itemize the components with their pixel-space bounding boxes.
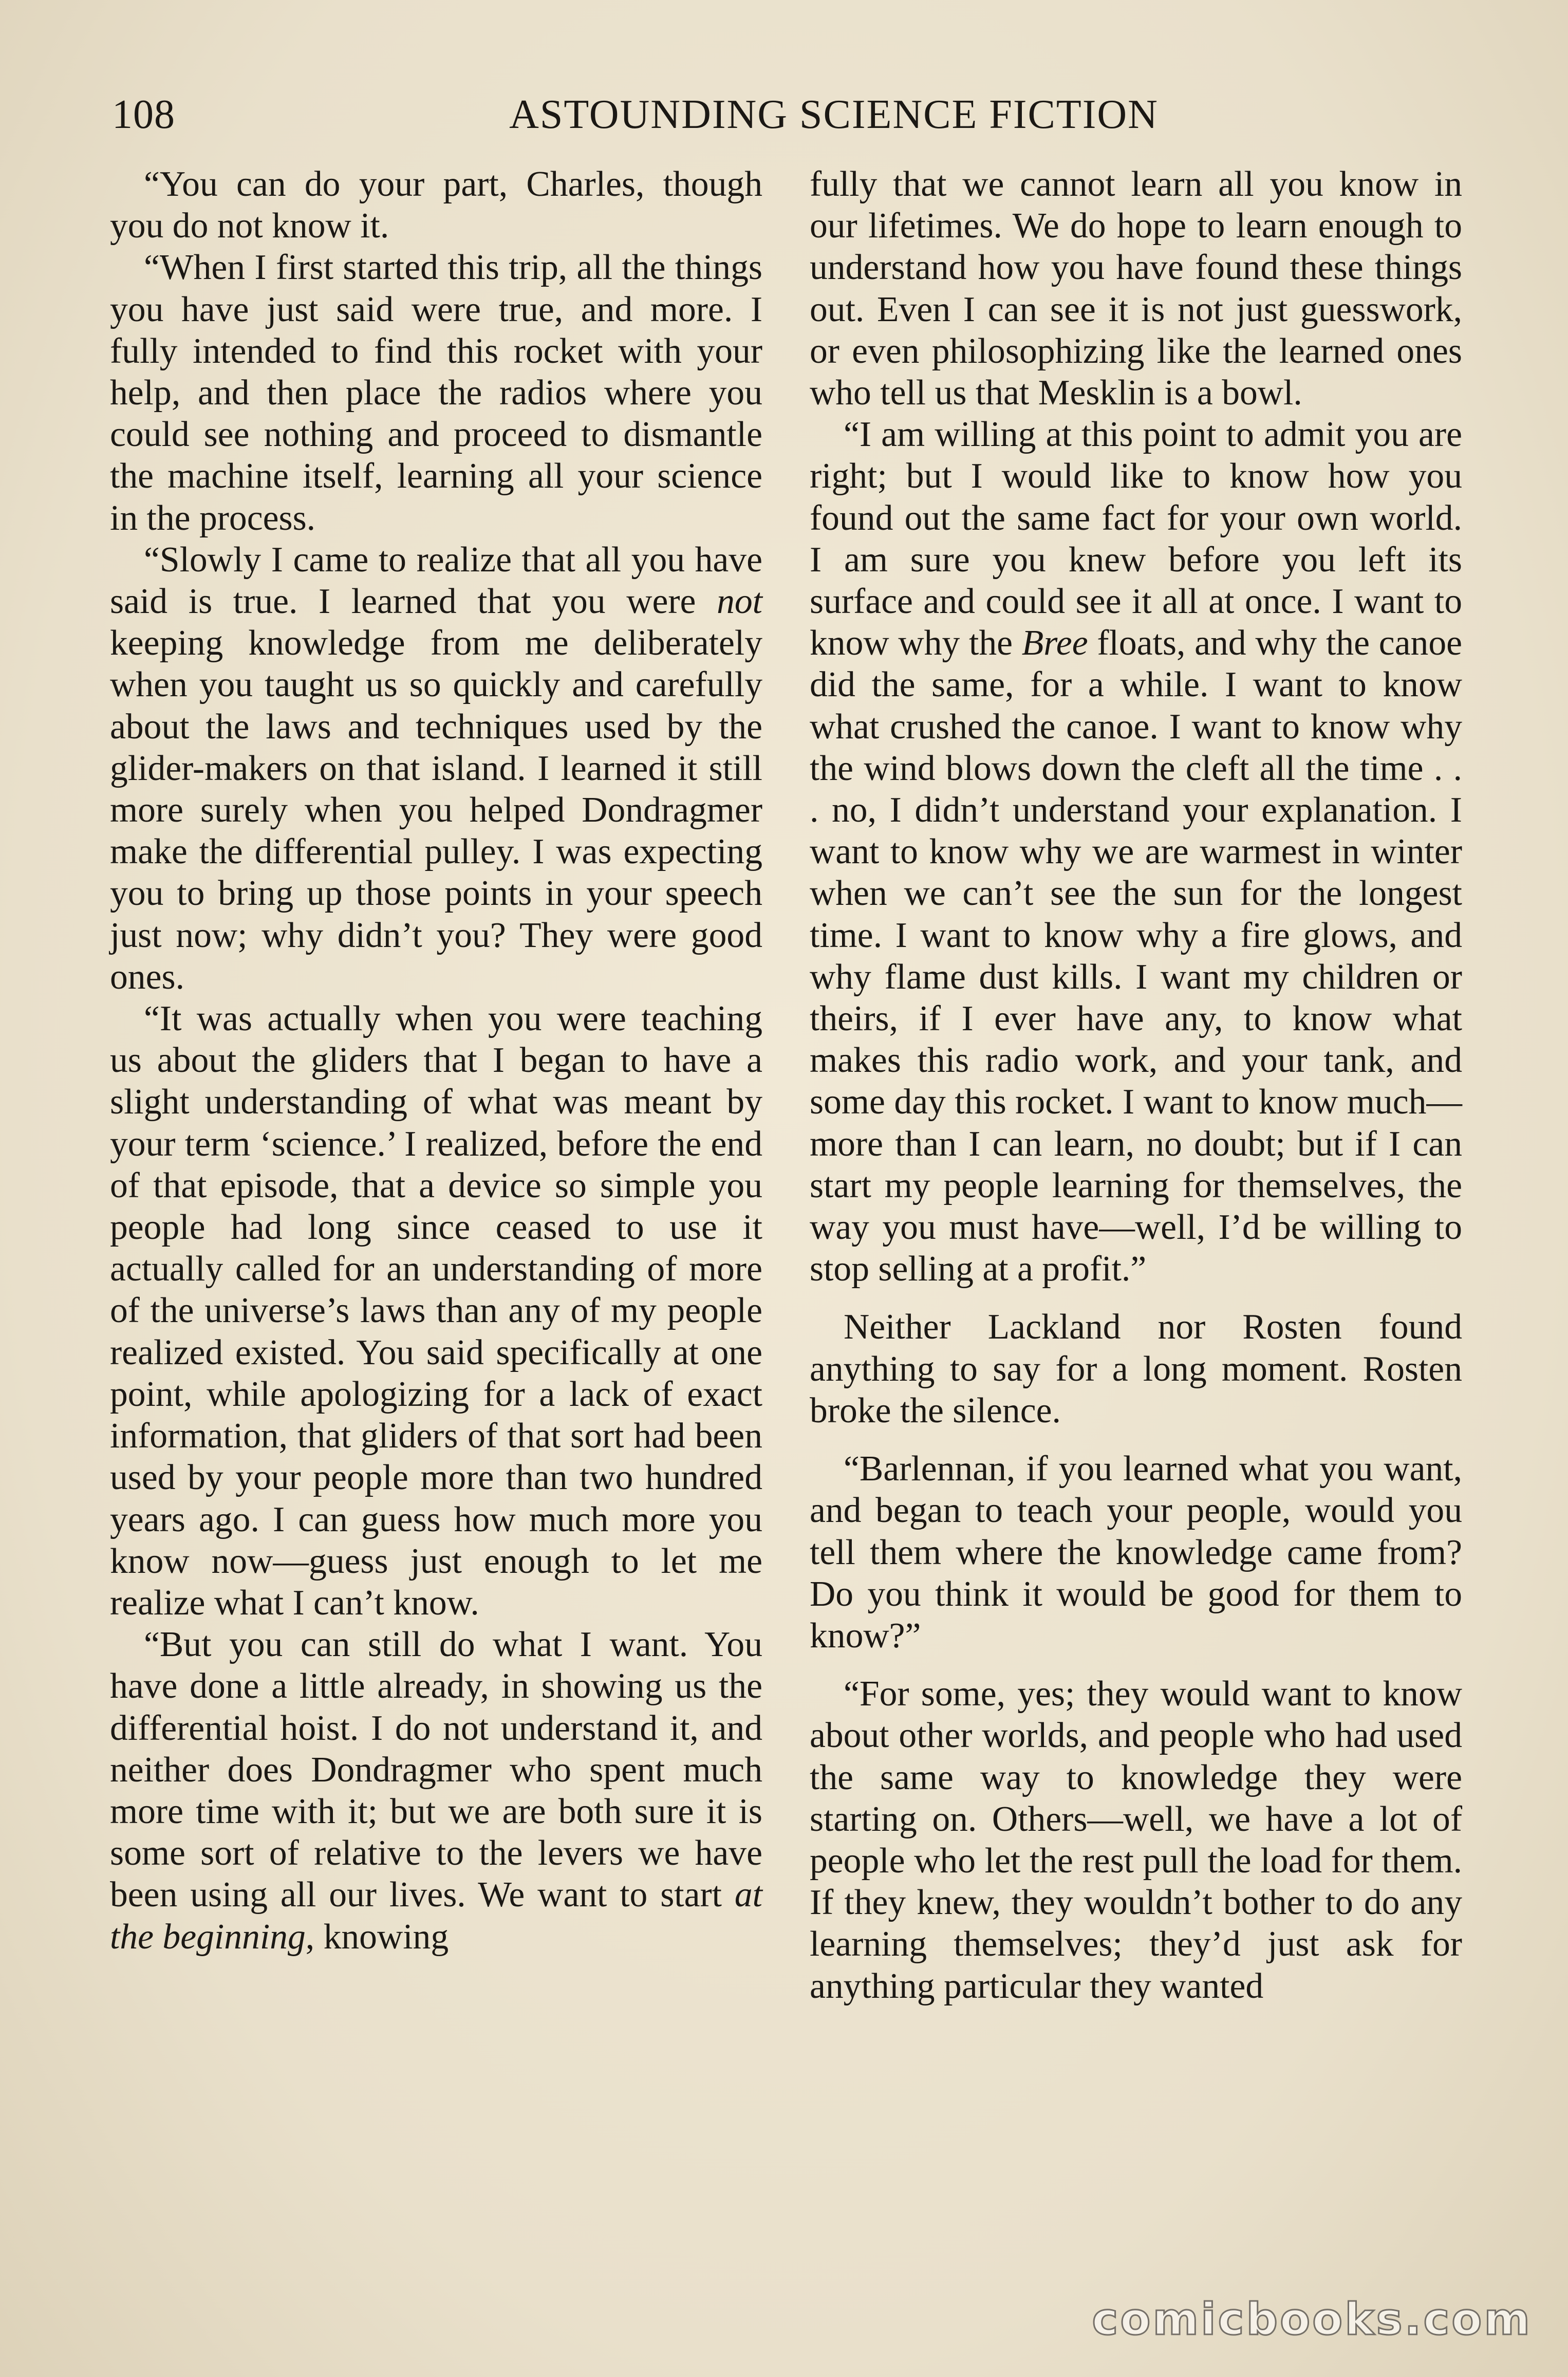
text-run: “Barlennan, if you learned what you want, and began to teach your people, would you tell them where the knowledge came from? Do you think it would be good for them to know?” xyxy=(810,1449,1462,1656)
paragraph xyxy=(810,163,1462,414)
running-title: ASTOUNDING SCIENCE FICTION xyxy=(509,92,1159,137)
text-run: keeping knowledge from me deliberately when you taught us so quickly and carefully about the laws and techniques used by the glider-makers on that island. I learned it still more surely when you helped Dondragmer make the differential pulley. I was expecting you to bring up those points in your speech just now; why didn’t you? They were good ones. xyxy=(110,623,762,997)
paragraph xyxy=(110,998,762,1624)
right-text-column xyxy=(810,163,1462,2007)
paragraph xyxy=(110,163,762,247)
italic-text: Bree xyxy=(1021,623,1088,663)
text-run: Neither Lackland nor Rosten found anything to say for a long moment. Rosten broke the silence. xyxy=(810,1307,1462,1431)
text-run: “It was actually when you were teaching us about the gliders that I began to have a slight understanding of what was meant by your term ‘science.’ I realized, before the end of that episode, that a device so simple you people had long since ceased to use it actually called for an understanding of more of the universe’s laws than any of my people realized existed. You said specifically at one point, while apologizing for a lack of exact information, that gliders of that sort had been used by your people more than two hundred years ago. I can guess how much more you know now—guess just enough to let me realize what I can’t know. xyxy=(110,999,762,1623)
text-run: , knowing xyxy=(305,1917,449,1957)
text-run: “When I first started this trip, all the things you have just said were true, and more. I fully intended to find this rocket with your help, and then place the radios where you could see nothing and proceed to dismantle the machine itself, learning all your science in the process. xyxy=(110,248,762,538)
paragraph xyxy=(810,414,1462,1290)
watermark-logo: comicbooks.com xyxy=(1092,2294,1532,2345)
page-header xyxy=(112,86,1463,143)
paragraph xyxy=(110,539,762,998)
text-run: “You can do your part, Charles, though you do not know it. xyxy=(110,164,762,246)
text-run: “But you can still do what I want. You have done a little already, in showing us the differential hoist. I do not understand it, and neither does Dondragmer who spent much more time with it; but we are both sure it is some sort of relative to the levers we have been using all our lives. We want to start xyxy=(110,1625,762,1915)
paragraph xyxy=(110,247,762,538)
paragraph xyxy=(810,1448,1462,1657)
italic-text: at the beginning xyxy=(110,1875,762,1957)
text-run: “For some, yes; they would want to know about other worlds, and people who had used the same way to knowledge they were starting on. Others—well, we have a lot of people who let the rest pull the load for them. If they knew, they wouldn’t bother to do any learning themselves; they’d just ask for anything particular they wanted xyxy=(810,1674,1462,2006)
page-number: 108 xyxy=(112,92,175,137)
left-text-column xyxy=(110,163,762,1958)
paragraph xyxy=(810,1673,1462,2007)
paragraph xyxy=(110,1624,762,1958)
paragraph xyxy=(810,1306,1462,1432)
text-run: floats, and why the canoe did the same, for a while. I want to know what crushed the canoe. I want to know why the wind blows down the cleft all the time . . . no, I didn’t understand your explanation. I want to know why we are warmest in winter when we can’t see the sun for the longest time. I want to know why a fire glows, and why flame dust kills. I want my children or theirs, if I ever have any, to know what makes this radio work, and your tank, and some day this rocket. I want to know much—more than I can learn, no doubt; but if I can start my people learning for themselves, the way you must have—well, I’d be willing to stop selling at a profit.” xyxy=(810,623,1463,1289)
text-run: “I am willing at this point to admit you are right; but I would like to know how you found out the same fact for your own world. I am sure you knew before you left its surface and could see it all at once. I want to know why the xyxy=(810,415,1462,663)
text-run: “Slowly I came to realize that all you have said is true. I learned that you were xyxy=(110,540,762,622)
text-run: fully that we cannot learn all you know in our lifetimes. We do hope to learn enough to understand how you have found these things out. Even I can see it is not just guesswork, or even philosophizing like the learned ones who tell us that Mesklin is a bowl. xyxy=(810,164,1462,413)
italic-text: not xyxy=(717,582,762,622)
